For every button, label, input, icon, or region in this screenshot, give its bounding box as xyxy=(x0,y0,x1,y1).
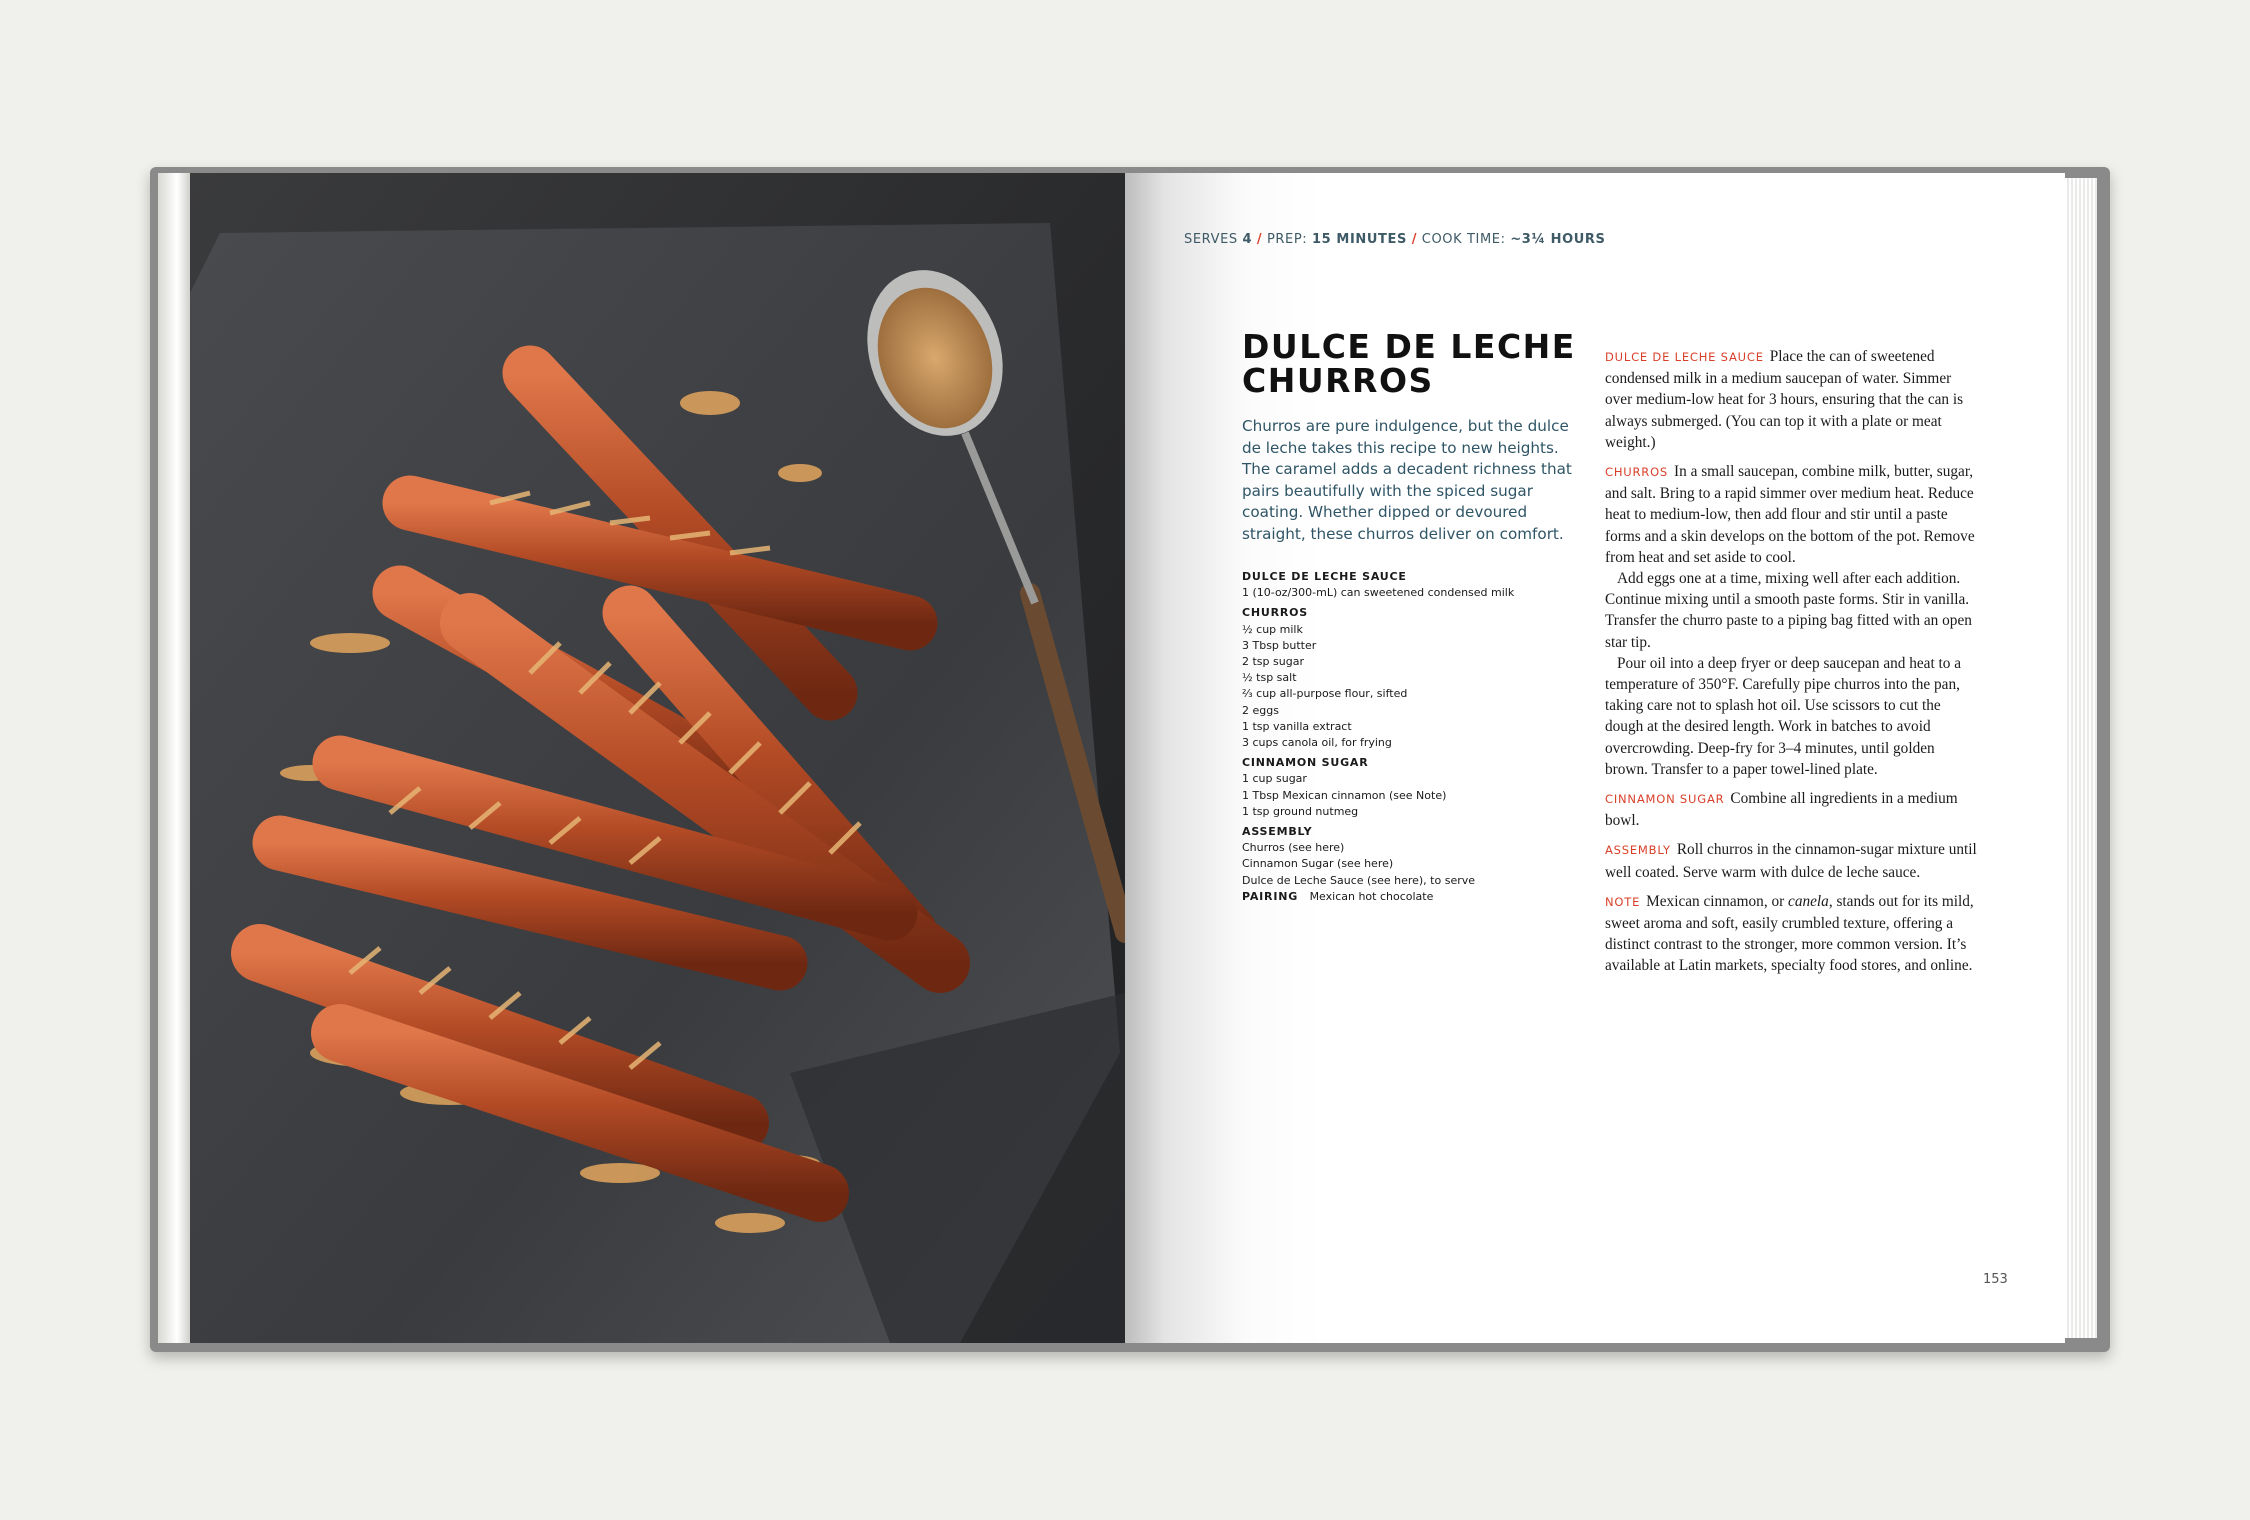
step-sauce xyxy=(1605,346,1977,453)
step-paragraph: Pour oil into a deep fryer or deep saucepan and heat to a temperature of 350°F. Carefully pipe churros into the pan, taking care not to splash hot oil. Use scissors to cut the dough at the desired length. Work in batches to avoid overcrowding. Deep-fry for 3–4 minutes, until golden brown. Transfer to a paper towel-lined plate. xyxy=(1605,654,1962,778)
step-label-churros: CHURROS xyxy=(1605,465,1669,480)
page-number: 153 xyxy=(1983,1272,2008,1287)
churros-photo xyxy=(190,173,1125,1343)
ingredient-item: 3 cups canola oil, for frying xyxy=(1242,736,1392,750)
note-text: Mexican cinnamon, or xyxy=(1646,892,1785,910)
ingredient-item: ⅔ cup all-purpose flour, sifted xyxy=(1242,687,1408,701)
step-label-sauce: DULCE DE LECHE SAUCE xyxy=(1605,350,1764,364)
serves-value: 4 xyxy=(1242,232,1253,247)
ingredient-item: Churros (see here) xyxy=(1242,841,1345,855)
ingredients-heading-assembly: ASSEMBLY xyxy=(1242,825,1313,839)
left-page-edge xyxy=(158,173,190,1343)
step-paragraph xyxy=(1605,461,1977,568)
ingredient-item: ½ tsp salt xyxy=(1242,671,1297,685)
ingredient-item: 1 (10-oz/300-mL) can sweetened condensed milk xyxy=(1242,586,1515,600)
ingredient-item: Dulce de Leche Sauce (see here), to serve xyxy=(1242,873,1476,887)
prep-label: PREP: xyxy=(1266,232,1308,247)
churros-photo-illustration xyxy=(190,173,1125,1343)
ingredient-item: 2 eggs xyxy=(1242,703,1279,717)
meta-separator: / xyxy=(1256,232,1263,247)
ingredients-heading-churros: CHURROS xyxy=(1242,606,1309,620)
ingredient-item: 1 Tbsp Mexican cinnamon (see Note) xyxy=(1242,788,1447,802)
step-assembly xyxy=(1605,839,1977,882)
cook-value: ~3¼ HOURS xyxy=(1510,232,1606,247)
pairing-heading: PAIRING xyxy=(1242,889,1299,903)
recipe-intro: Churros are pure indulgence, but the dulce de leche takes this recipe to new heights. The caramel adds a decadent richness that pairs beautifully with the spiced sugar coating. Whether dipped or devoured straight, these churros deliver on comfort. xyxy=(1242,417,1572,543)
pairing-value: Mexican hot chocolate xyxy=(1309,889,1434,903)
ingredients-heading-sauce: DULCE DE LECHE SAUCE xyxy=(1242,570,1407,583)
note-emphasis: canela xyxy=(1788,892,1829,910)
pairing xyxy=(1242,889,1562,905)
meta-separator: / xyxy=(1411,232,1418,247)
ingredient-item: Cinnamon Sugar (see here) xyxy=(1242,857,1394,871)
ingredient-item: 1 cup sugar xyxy=(1242,772,1307,786)
step-text: In a small saucepan, combine milk, butter, sugar, and salt. Bring to a rapid simmer over medium heat. Reduce heat to medium-low, then add flour and stir until a paste forms and a skin develops on the bottom of the pot. Remove from heat and set aside to cool. xyxy=(1605,463,1975,566)
step-note xyxy=(1605,891,1977,977)
method-steps xyxy=(1605,346,1977,985)
step-text: Combine all ingredients in a medium bowl. xyxy=(1605,790,1958,830)
ingredient-item: 1 tsp vanilla extract xyxy=(1242,719,1352,733)
step-label-assembly: ASSEMBLY xyxy=(1605,843,1671,858)
step-text: Place the can of sweetened condensed milk in a medium saucepan of water. Simmer over medium-low heat for 3 hours, ensuring that the can is always submerged. (You can top it with a plate or meat weight.) xyxy=(1605,348,1964,451)
page-edges xyxy=(2065,178,2097,1338)
ingredients-heading-cinnamon-sugar: CINNAMON SUGAR xyxy=(1242,756,1369,770)
ingredient-item: 3 Tbsp butter xyxy=(1242,638,1317,652)
serves-label: SERVES xyxy=(1184,232,1238,247)
prep-value: 15 MINUTES xyxy=(1312,232,1407,247)
step-cinnamon-sugar xyxy=(1605,788,1977,831)
cook-label: COOK TIME: xyxy=(1421,232,1506,247)
step-paragraph: Add eggs one at a time, mixing well after each addition. Continue mixing until a smooth paste forms. Stir in vanilla. Transfer the churro paste to a piping bag fitted with an open star tip. xyxy=(1605,570,1972,651)
recipe-title: DULCE DE LECHE CHURROS xyxy=(1242,327,1576,400)
step-churros xyxy=(1605,461,1977,780)
step-text: Roll churros in the cinnamon-sugar mixture until well coated. Serve warm with dulce de leche sauce. xyxy=(1605,841,1977,881)
ingredient-item: 2 tsp sugar xyxy=(1242,655,1304,669)
recipe-meta xyxy=(1184,232,1606,247)
ingredient-item: 1 tsp ground nutmeg xyxy=(1242,804,1359,818)
step-label-cinnamon-sugar: CINNAMON SUGAR xyxy=(1605,792,1725,807)
ingredient-item: ½ cup milk xyxy=(1242,622,1303,636)
note-text: , stands out for its mild, sweet aroma and soft, easily crumbled texture, offering a distinct contrast to the stronger, more common version. It’s available at Latin markets, specialty food stores, and online. xyxy=(1605,892,1974,975)
step-label-note: NOTE xyxy=(1605,894,1641,909)
ingredients-list xyxy=(1242,565,1562,905)
